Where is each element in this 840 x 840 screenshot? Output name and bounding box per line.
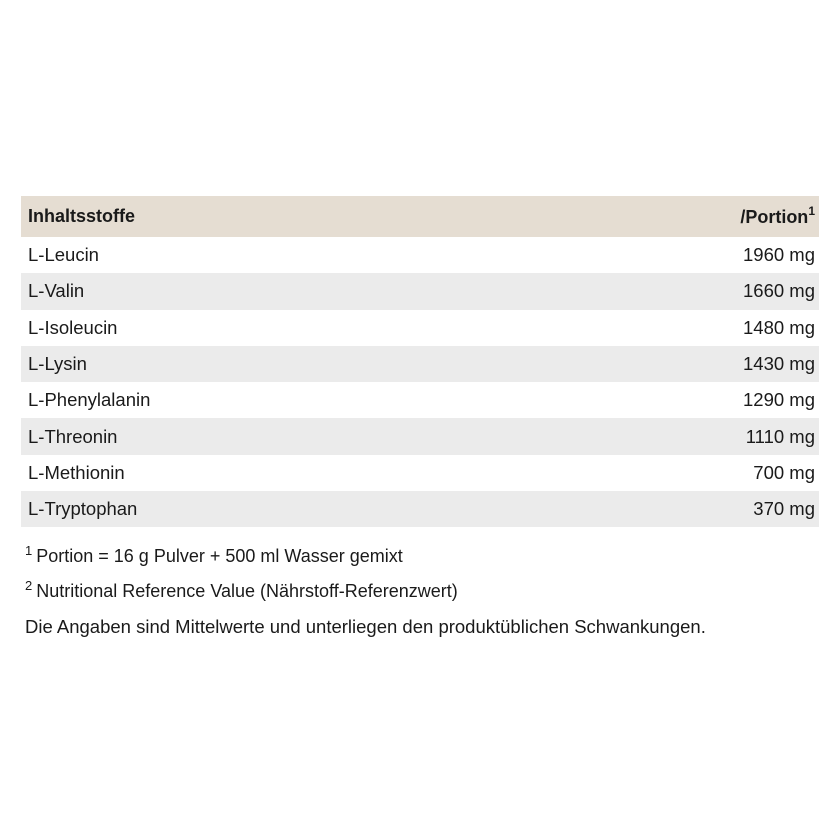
header-portion-label: /Portion	[740, 207, 809, 227]
table-row	[21, 491, 819, 527]
footnotes	[25, 536, 458, 606]
table-header	[21, 196, 819, 237]
ingredient-amount: 1430 mg	[743, 353, 815, 375]
ingredient-amount: 1960 mg	[743, 244, 815, 266]
table-row	[21, 382, 819, 418]
header-portion-footnote-mark: 1	[808, 204, 815, 218]
ingredient-name: L-Tryptophan	[28, 498, 138, 520]
header-ingredients: Inhaltsstoffe	[28, 206, 136, 226]
table-row	[21, 273, 819, 309]
ingredient-amount: 1660 mg	[743, 280, 815, 302]
footnote-mark: 2	[25, 578, 33, 593]
table-row	[21, 455, 819, 491]
ingredient-name: L-Lysin	[28, 353, 87, 375]
table-row	[21, 346, 819, 382]
nutrition-table	[21, 196, 819, 527]
header-portion	[740, 205, 815, 228]
footnote-text: Portion = 16 g Pulver + 500 ml Wasser gemixt	[36, 546, 403, 566]
ingredient-name: L-Valin	[28, 280, 85, 302]
footnote-text: Nutritional Reference Value (Nährstoff-Referenzwert)	[36, 581, 458, 601]
ingredient-amount: 370 mg	[753, 498, 815, 520]
ingredient-name: L-Threonin	[28, 425, 118, 447]
table-row	[21, 237, 819, 273]
ingredient-amount: 1480 mg	[743, 316, 815, 338]
ingredient-name: L-Leucin	[28, 244, 99, 266]
footnote-2	[25, 571, 458, 606]
ingredient-name: L-Phenylalanin	[28, 389, 151, 411]
ingredient-name: L-Isoleucin	[28, 316, 118, 338]
table-row	[21, 418, 819, 454]
footnote-1	[25, 536, 458, 571]
footnote-mark: 1	[25, 543, 33, 558]
ingredient-name: L-Methionin	[28, 461, 125, 483]
ingredient-amount: 1110 mg	[745, 425, 815, 447]
ingredient-amount: 700 mg	[753, 461, 815, 483]
disclaimer-text: Die Angaben sind Mittelwerte und unterliegen den produktüblichen Schwankungen.	[25, 616, 706, 637]
ingredient-amount: 1290 mg	[743, 389, 815, 411]
table-row	[21, 310, 819, 346]
